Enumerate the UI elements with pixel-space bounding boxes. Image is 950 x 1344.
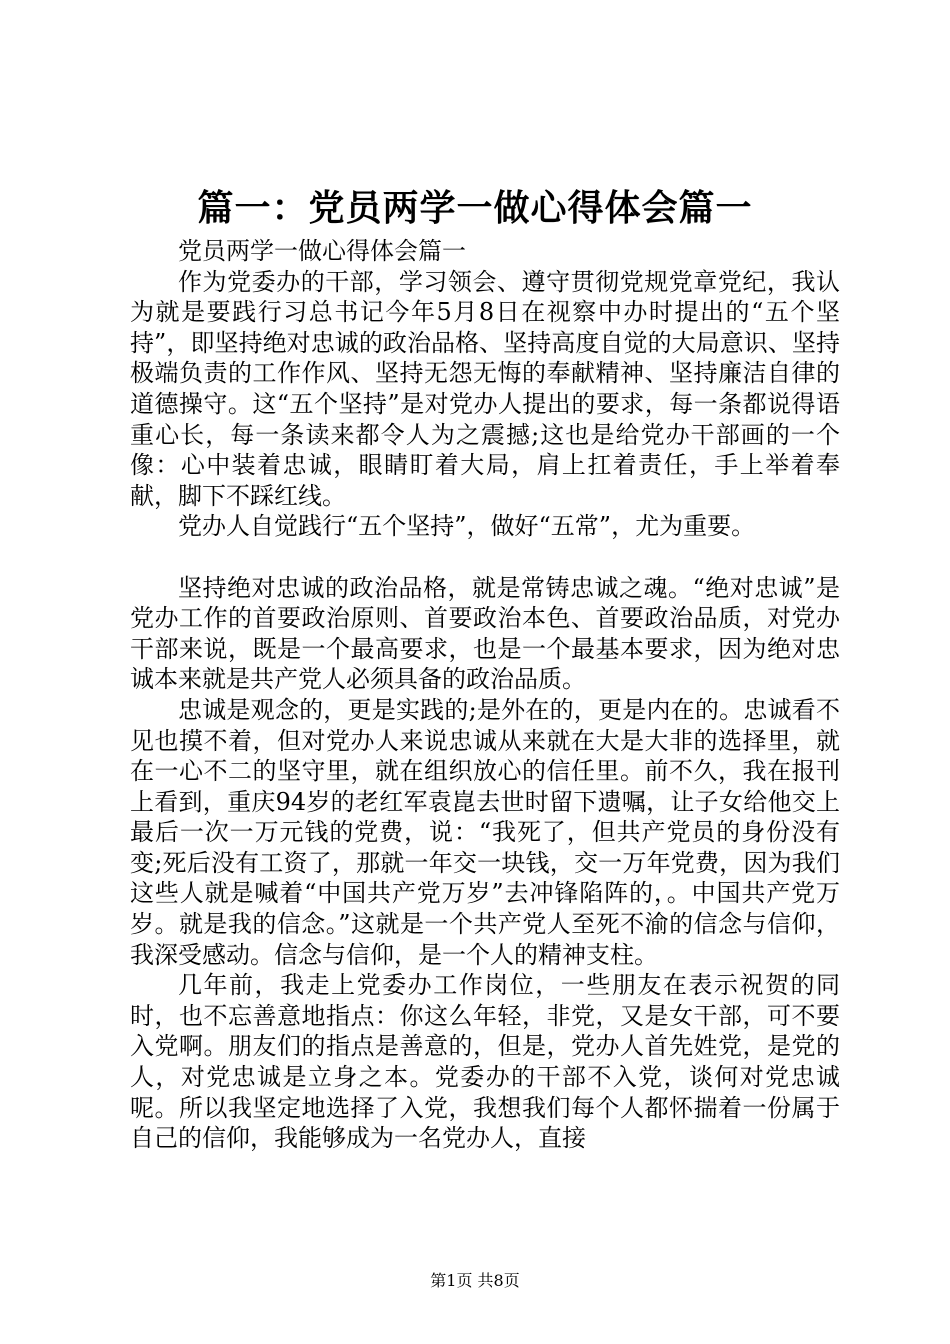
document-body	[130, 236, 840, 1154]
paragraph: 坚持绝对忠诚的政治品格，就是常铸忠诚之魂。“绝对忠诚”是党办工作的首要政治原则、首要政治本色、首要政治品质，对党办干部来说，既是一个最高要求，也是一个最基本要求，因为绝对忠诚本来就是共产党人必须具备的政治品质。	[130, 573, 840, 694]
paragraph: 忠诚是观念的，更是实践的;是外在的，更是内在的。忠诚看不见也摸不着，但对党办人来说忠诚从来就在大是大非的选择里，就在一心不二的坚守里，就在组织放心的信任里。前不久，我在报刊上看到，重庆94岁的老红军袁崑去世时留下遗嘱，让子女给他交上最后一次一万元钱的党费，说：“我死了，但共产党员的身份没有变;死后没有工资了，那就一年交一块钱，交一万年党费，因为我们这些人就是喊着“中国共产党万岁”去冲锋陷阵的，。中国共产党万岁。就是我的信念。”这就是一个共产党人至死不渝的信念与信仰，我深受感动。信念与信仰，是一个人的精神支柱。	[130, 695, 840, 969]
paragraph-subtitle: 党员两学一做心得体会篇一	[178, 237, 466, 265]
document-title: 篇一：党员两学一做心得体会篇一	[197, 187, 753, 229]
paragraph: 几年前，我走上党委办工作岗位，一些朋友在表示祝贺的同时，也不忘善意地指点：你这么年轻，非党，又是女干部，可不要入党啊。朋友们的指点是善意的，但是，党办人首先姓党，是党的人，对党忠诚是立身之本。党委办的干部不入党，谈何对党忠诚呢。所以我坚定地选择了入党，我想我们每个人都怀揣着一份属于自己的信仰，我能够成为一名党办人，直接	[130, 971, 840, 1153]
paragraph: 作为党委办的干部，学习领会、遵守贯彻党规党章党纪，我认为就是要践行习总书记今年5月8日在视察中办时提出的“五个坚持”，即坚持绝对忠诚的政治品格、坚持高度自觉的大局意识、坚持极端负责的工作作风、坚持无怨无悔的奉献精神、坚持廉洁自律的道德操守。这“五个坚持”是对党办人提出的要求，每一条都说得语重心长，每一条读来都令人为之震撼;这也是给党办干部画的一个像：心中装着忠诚，眼睛盯着大局，肩上扛着责任，手上举着奉献，脚下不踩红线。	[130, 267, 840, 510]
paragraph-spacer	[130, 542, 840, 573]
paragraph: 党办人自觉践行“五个坚持”，做好“五常”，尤为重要。	[178, 512, 756, 541]
page-footer: 第1页 共8页	[430, 1271, 520, 1290]
